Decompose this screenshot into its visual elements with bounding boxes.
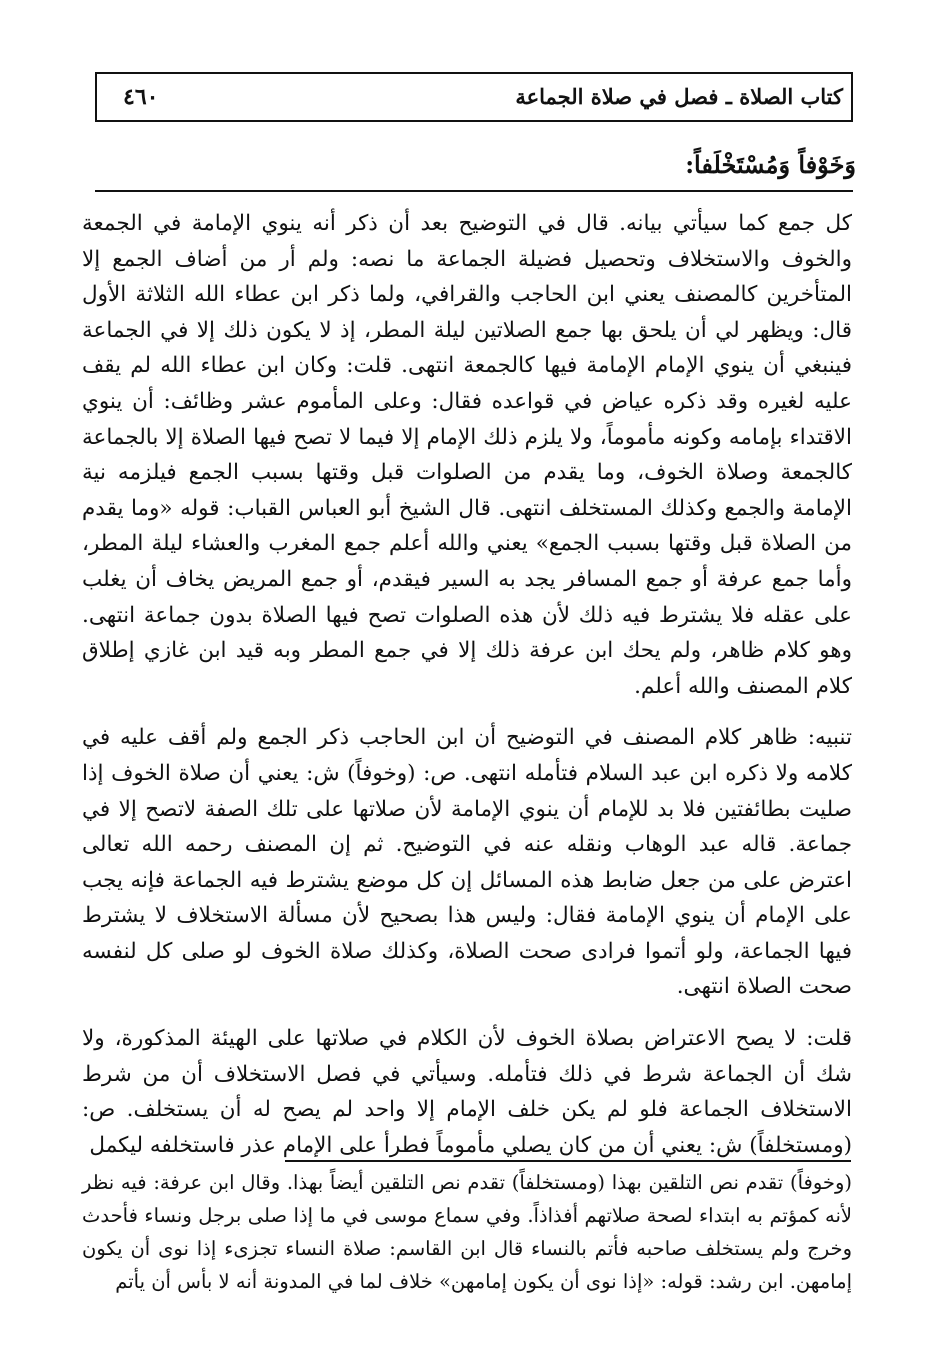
matn-divider <box>95 190 853 192</box>
commentary-paragraph: قلت: لا يصح الاعتراض بصلاة الخوف لأن الكلام في صلاتها على الهيئة المذكورة، ولا شك أن الجماعة شرط في ذلك فتأمله. وسيأتي في فصل الاستخلاف أن من شرط الاستخلاف الجماعة فلو لم يكن خلف الإمام إلا واحد لم يصح له أن يستخلف. ص: (ومستخلفاً) ش: يعني أن من كان يصلي مأموماً فطرأ على الإمام عذر فاستخلفه ليكمل <box>82 1026 852 1158</box>
running-header <box>95 72 853 122</box>
commentary-body <box>82 206 852 1179</box>
running-title: كتاب الصلاة ـ فصل في صلاة الجماعة <box>515 84 843 109</box>
footnote-divider <box>285 1160 851 1162</box>
footnote-text: (وخوفاً) تقدم نص التلقين بهذا (ومستخلفاً) تقدم نص التلقين أيضاً بهذا. وقال ابن عرفة: فيه نظر لأنه كمؤتم به ابتداء لصحة صلاتهم أفذاذاً. وفي سماع موسى في ما إذا صلى برجل ونساء فأحدث وخرج ولم يستخلف صاحبه فأتم بالنساء قال ابن القاسم: صلاة النساء تجزىء إذا نوى أن يكون إمامهن. ابن رشد: قوله: «إذا نوى أن يكون إمامهن» خلاف لما في المدونة أنه لا بأس أن يأتم <box>82 1171 852 1293</box>
matn-text: وَخَوْفاً وَمُسْتَخْلَفاً: <box>685 150 856 179</box>
footnotes <box>82 1166 852 1298</box>
commentary-paragraph: كل جمع كما سيأتي بيانه. قال في التوضيح بعد أن ذكر أنه ينوي الإمامة في الجمعة والخوف والاستخلاف وتحصيل فضيلة الجماعة ما نصه: ولم أر من أضاف الجمع إلا المتأخرين كالمصنف يعني ابن الحاجب والقرافي، ولما ذكر ابن عطاء الله الثلاثة الأول قال: ويظهر لي أن يلحق بها جمع الصلاتين ليلة المطر، إذ لا يكون ذلك إلا في الجماعة فينبغي أن ينوي الإمام الإمامة فيها كالجمعة انتهى. قلت: وكان ابن عطاء الله لم يقف عليه لغيره وقد ذكره عياض في قواعده فقال: وعلى المأموم عشر وظائف: أن ينوي الاقتداء بإمامه وكونه مأموماً، ولا يلزم ذلك الإمام إلا فيما لا تصح فيها الصلاة إلا بالجماعة كالجمعة وصلاة الخوف، وما يقدم من الصلوات قبل وقتها بسبب الجمع فيلزمه نية الإمامة والجمع وكذلك المستخلف انتهى. قال الشيخ أبو العباس القباب: قوله «وما يقدم من الصلاة قبل وقتها بسبب الجمع» يعني والله أعلم جمع المغرب والعشاء ليلة المطر، وأما جمع عرفة أو جمع المسافر يجد به السير فيقدم، أو جمع المريض يخاف أن يغلب على عقله فلا يشترط فيه ذلك لأن هذه الصلوات تصح فيها الصلاة بدون جماعة انتهى. وهو كلام ظاهر، ولم يحك ابن عرفة ذلك إلا في جمع المطر وبه قيد ابن غازي إطلاق كلام المصنف والله أعلم. <box>82 211 852 699</box>
page-number: ٤٦٠ <box>123 84 159 110</box>
commentary-paragraph: تنبيه: ظاهر كلام المصنف في التوضيح أن ابن الحاجب ذكر الجمع ولم أقف عليه في كلامه ولا ذكره ابن عبد السلام فتأمله انتهى. ص: (وخوفاً) ش: يعني أن صلاة الخوف إذا صليت بطائفتين فلا بد للإمام أن ينوي الإمامة لأن صلاتها على تلك الصفة لاتصح إلا في جماعة. قاله عبد الوهاب ونقله عنه في التوضيح. ثم إن المصنف رحمه الله تعالى اعترض على من جعل ضابط هذه المسائل إن كل موضع يشترط فيه الجماعة فإنه يجب على الإمام أن ينوي الإمامة فقال: وليس هذا بصحيح لأن مسألة الاستخلاف لا يشترط فيها الجماعة، ولو أتموا فرادى صحت الصلاة، وكذلك صلاة الخوف لو صلى كل لنفسه صحت الصلاة انتهى. <box>82 725 852 1000</box>
